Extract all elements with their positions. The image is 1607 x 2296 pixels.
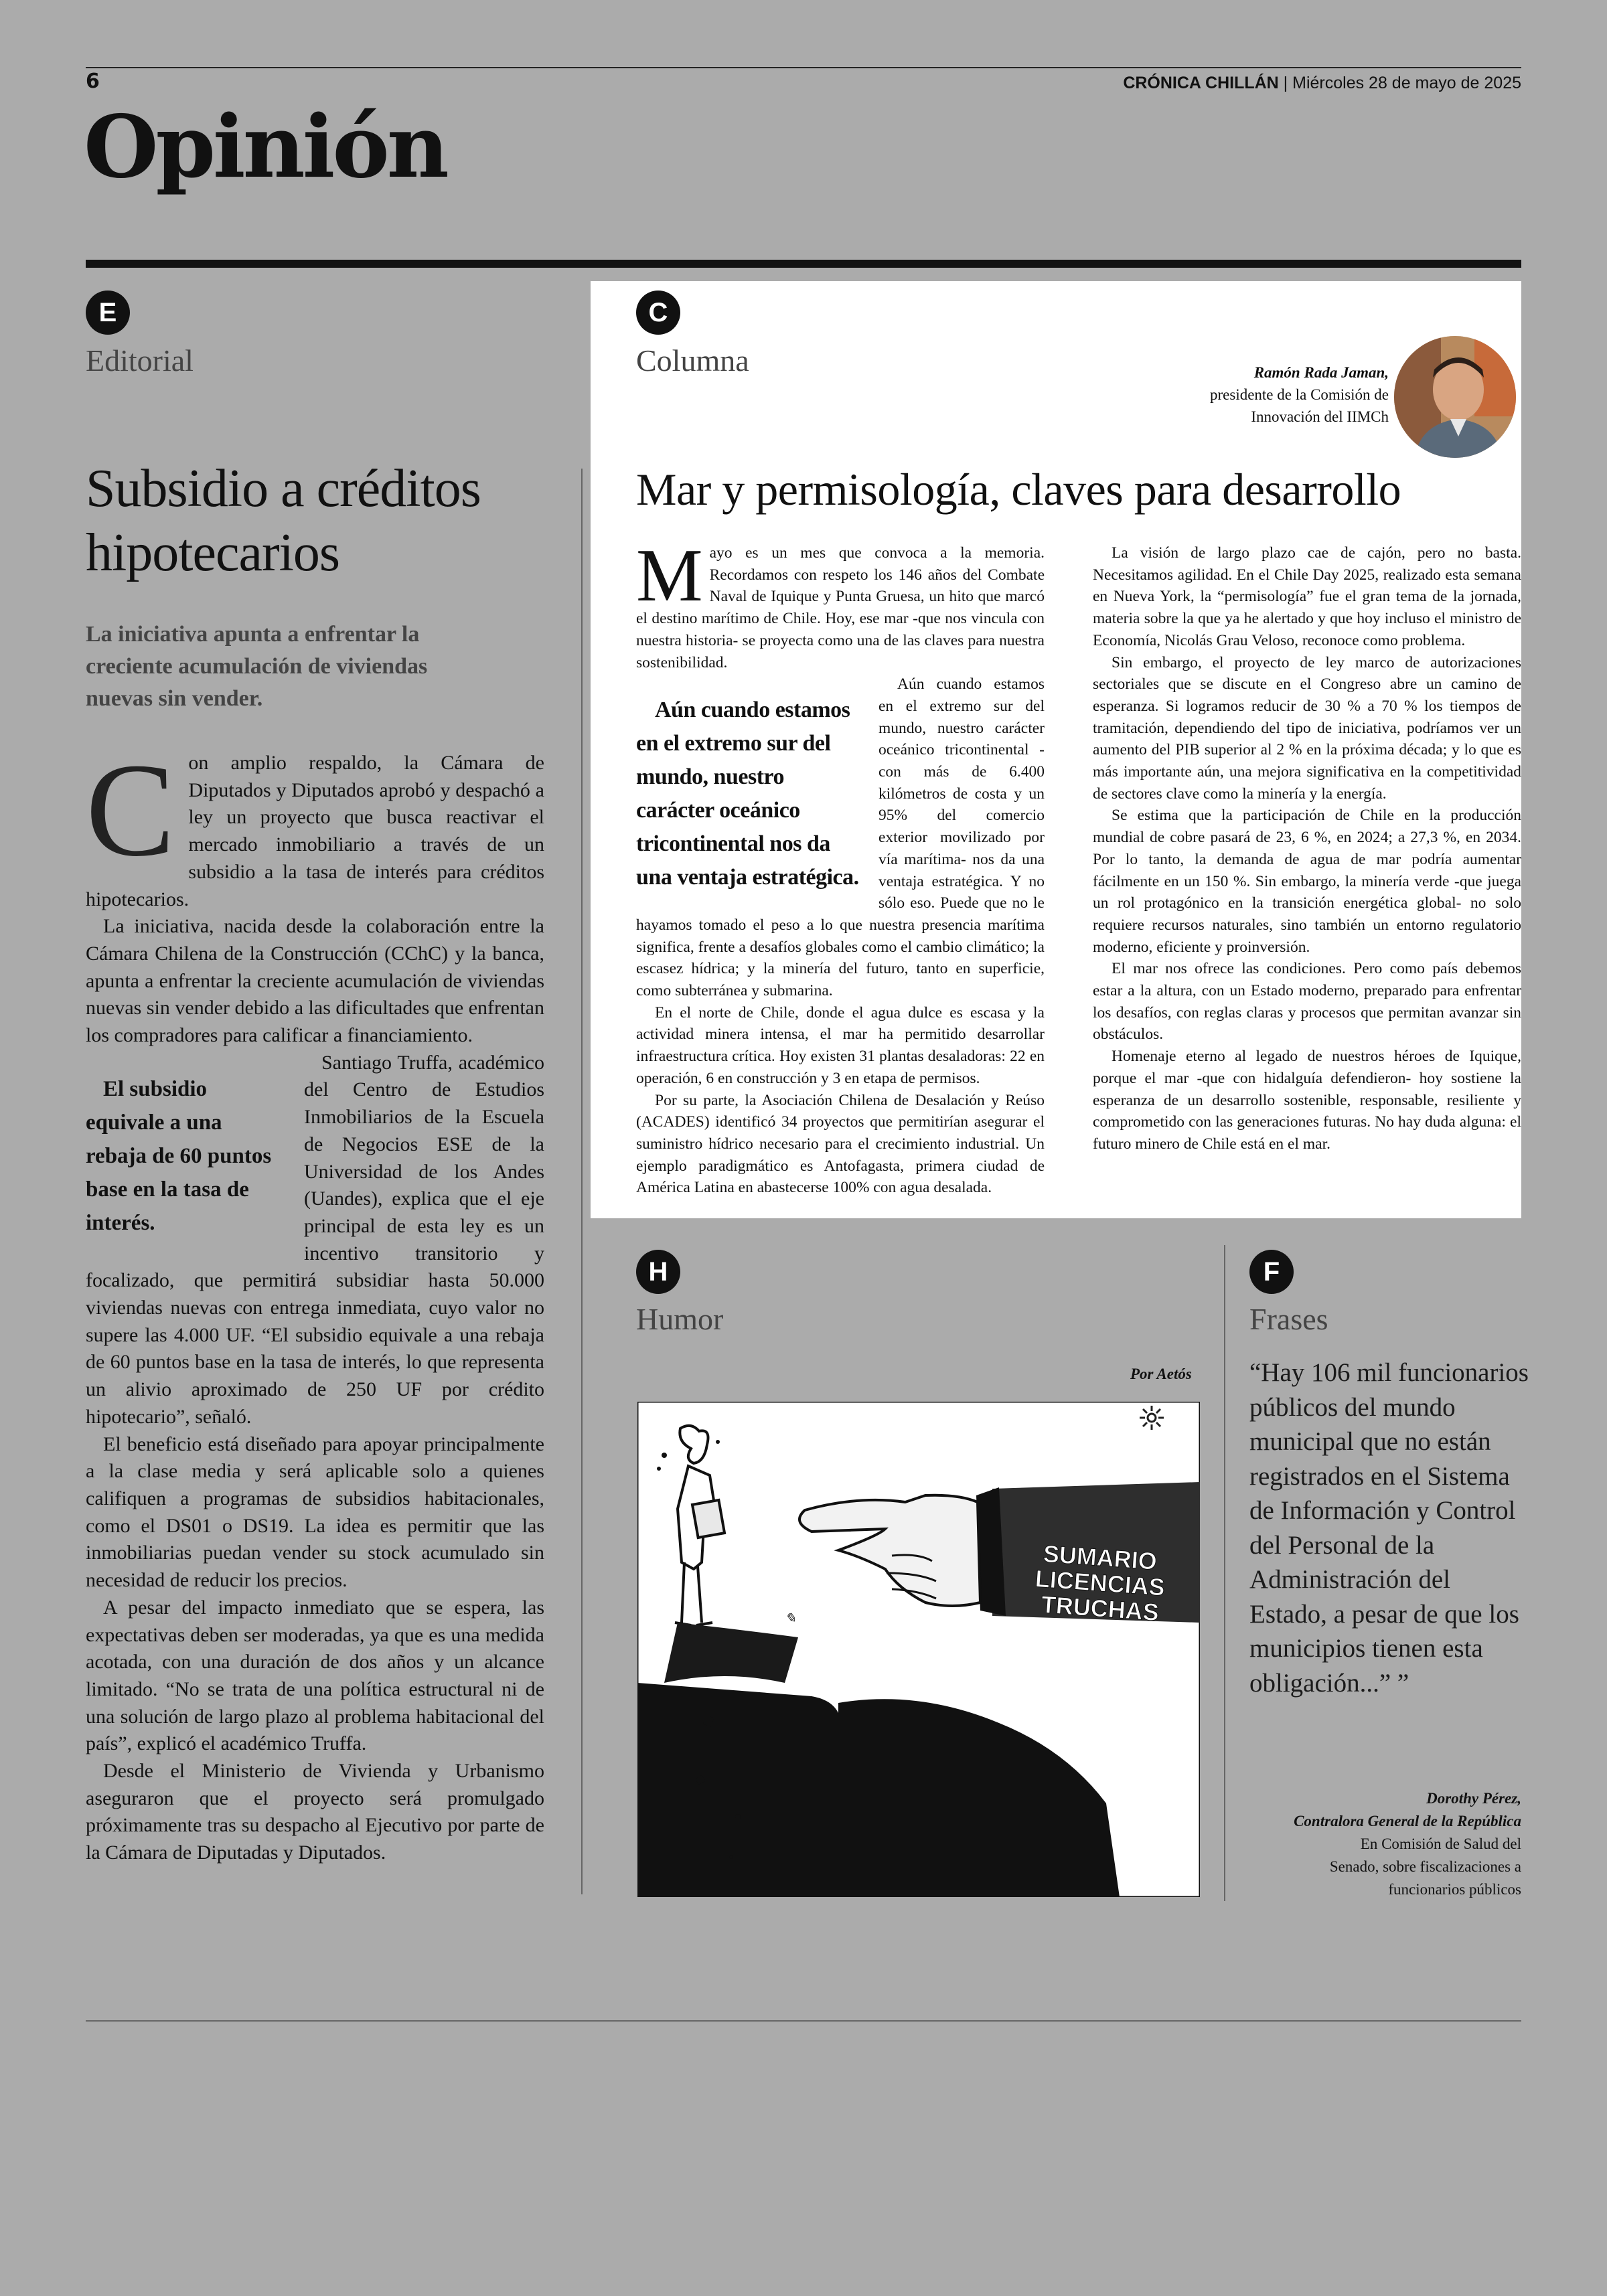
column-body-right bbox=[1093, 542, 1521, 1155]
column-label: Columna bbox=[636, 343, 749, 378]
editorial-headline: Subsidio a créditos hipotecarios bbox=[86, 459, 481, 582]
author-role: presidente de la Comisión de bbox=[1210, 386, 1389, 403]
cartoon-text: TRUCHAS bbox=[1040, 1590, 1160, 1627]
svg-text:✎: ✎ bbox=[785, 1611, 796, 1626]
editorial-paragraph: A pesar del impacto inmediato que se espera, las expectativas deben ser moderadas, ya que es una medida acotada, con una duración de dos años y un alcance limitado. “No se trata de una política estructural ni de una solución de largo plazo al problema habitacional del país”, explicó el académico Truffa. bbox=[86, 1596, 544, 1755]
quote-attribution bbox=[1294, 1787, 1521, 1901]
top-rule bbox=[86, 67, 1521, 68]
frases-label: Frases bbox=[1249, 1302, 1328, 1336]
column-paragraph: Homenaje eterno al legado de nuestros héroes de Iquique, porque el mar -que con hidalguía defendieron- hoy sostiene la esperanza de un desarrollo sostenible, responsable, resiliente y comprometido con las generaciones futuras. No hay duda alguna: el futuro minero de Chile está en el mar. bbox=[1093, 1048, 1521, 1153]
column-pullquote: Aún cuando estamos en el extremo sur del mundo, nuestro carácter oceánico tricontinental nos da una ventaja estratégica. bbox=[636, 698, 859, 890]
author-name: Ramón Rada Jaman, bbox=[1253, 364, 1389, 381]
column-paragraph: La visión de largo plazo cae de cajón, pero no basta. Necesitamos agilidad. En el Chile Day 2025, realizado esta semana en Nueva York, la “permisología” fue el gran tema de la jornada, materia sobre la que ya he alertado y que hoy incluso el ministro de Economía, Nicolás Grau Veloso, reconoce como problema. bbox=[1093, 544, 1521, 649]
editorial-body bbox=[86, 736, 544, 1867]
editorial-dropcap: C bbox=[86, 736, 175, 884]
editorial-dek: La iniciativa apunta a enfrentar la creciente acumulación de viviendas nuevas sin vender. bbox=[86, 622, 428, 711]
publication-date: Miércoles 28 de mayo de 2025 bbox=[1292, 74, 1521, 92]
column-marker: C bbox=[636, 291, 680, 335]
humor-label: Humor bbox=[636, 1302, 724, 1336]
column-body-left bbox=[636, 534, 1045, 1199]
column-divider bbox=[581, 469, 583, 1894]
author-role: Innovación del IIMCh bbox=[1251, 408, 1389, 425]
column-paragraph: Aún cuando estamos en el extremo sur del mundo, nuestro carácter oceánico tricontinental nos da una ventaja estratégica. Aún cuando estamos en el extremo sur del mundo, nuestro carácter oceánico tricontinental -con más de 6.400 kilómetros de costa y un 95% del comercio exterior movilizado por vía marítima- nos da una ventaja estratégica. Y no sólo eso. Puede que no le hayamos tomado el peso a lo que nuestra presencia marítima significa, frente a desafíos globales como el cambio climático; la escasez hídrica; y la minería del futuro, tanto en superficie, como subterránea y submarina. bbox=[636, 675, 1045, 1000]
quote-author-role: Contralora General de la República bbox=[1294, 1813, 1521, 1829]
page-number: 6 bbox=[86, 70, 100, 93]
section-rule bbox=[86, 260, 1521, 268]
editorial-label: Editorial bbox=[86, 343, 194, 378]
cartoon-text: SUMARIO bbox=[1042, 1540, 1158, 1575]
editorial-marker: E bbox=[86, 291, 130, 335]
column-paragraph: Mayo es un mes que convoca a la memoria. Recordamos con respeto los 146 años del Combate Naval de Iquique y Punta Gruesa, un hito que marcó el destino marítimo de Chile. Hoy, ese mar -que nos vincula con nuestra historia- se proyecta como una de las claves para nuestra sostenibilidad. bbox=[636, 534, 1045, 671]
column-paragraph: En el norte de Chile, donde el agua dulce es escasa y la actividad minera intensa, el mar ha permitido desarrollar infraestructura crítica. Hoy existen 31 plantas desaladoras: 22 en operación, 6 en construcción y 3 en etapa de permisos. bbox=[636, 1003, 1045, 1087]
column-dropcap: M bbox=[636, 534, 703, 617]
editorial-paragraph: La iniciativa, nacida desde la colaboración entre la Cámara Chilena de la Construcción (CChC) y la banca, apunta a enfrentar la creciente acumulación de viviendas nuevas sin vender debido a las dificultades que enfrentan los compradores para calificar a financiamiento. bbox=[86, 915, 544, 1047]
quote-author: Dorothy Pérez, bbox=[1426, 1790, 1521, 1807]
column-divider bbox=[1224, 1245, 1225, 1901]
humor-byline: Por Aetós bbox=[1130, 1366, 1192, 1382]
editorial-paragraph: El subsidio equivale a una rebaja de 60 puntos base en la tasa de interés. Santiago Truffa, académico del Centro de Estudios Inmobiliarios de la Escuela de Negocios ESE de la Universidad de los Andes (Uandes), explica que el eje principal de esta ley es un incentivo transitorio y focalizado, que permitirá subsidiar hasta 50.000 viviendas nuevas con entrega inmediata, cuyo valor no supere las 4.000 UF. “El subsidio equivale a una rebaja de 60 puntos base en la tasa de interés, lo que representa un alivio aproximado de 250 UF por crédito hipotecario”, señaló. bbox=[86, 1051, 544, 1428]
separator: | bbox=[1283, 74, 1288, 92]
quote-context: Senado, sobre fiscalizaciones a bbox=[1329, 1858, 1521, 1875]
frases-quote: “Hay 106 mil funcionarios públicos del mundo municipal que no están registrados en el Sistema de Información y Control del Personal de la Administración del Estado, a pesar de que los municipios tienen esta obligación...” ” bbox=[1249, 1358, 1529, 1698]
publication-name: CRÓNICA CHILLÁN bbox=[1123, 74, 1279, 92]
cartoon-text: LICENCIAS bbox=[1034, 1564, 1166, 1601]
section-title: Opinión bbox=[84, 97, 447, 197]
author-block bbox=[1210, 361, 1389, 428]
humor-marker: H bbox=[636, 1250, 680, 1294]
editorial-paragraph: Desde el Ministerio de Vivienda y Urbanismo aseguraron que el proyecto será promulgado próximamente tras su despacho al Ejecutivo por parte de la Cámara de Diputadas y Diputados. bbox=[86, 1760, 544, 1864]
frases-marker: F bbox=[1249, 1250, 1294, 1294]
editorial-pullquote: El subsidio equivale a una rebaja de 60 puntos base en la tasa de interés. bbox=[86, 1076, 272, 1235]
author-photo bbox=[1394, 336, 1516, 458]
publication-line bbox=[1123, 74, 1521, 93]
editorial-paragraph: Con amplio respaldo, la Cámara de Diputados y Diputados aprobó y despachó a ley un proyecto que busca reactivar el mercado inmobiliario a través de un subsidio a la tasa de interés para créditos hipotecarios. bbox=[86, 736, 544, 910]
column-paragraph: Se estima que la participación de Chile en la producción mundial de cobre pasará de 23, 6 %, en 2024; a 27,3 %, en 2034. Por lo tanto, la demanda de agua de mar podría aumentar fácilmente en un 150 %. Sin embargo, la minería verde -que juega un rol protagónico en la transición energética global- no solo requiere recursos naturales, sino también un entorno regulatorio moderno, eficiente y proinversión. bbox=[1093, 807, 1521, 956]
humor-cartoon bbox=[637, 1402, 1200, 1897]
editorial-paragraph: El beneficio está diseñado para apoyar principalmente a la clase media y será aplicable solo a quienes califiquen a programas de subsidios habitacionales, como el DS01 o DS19. La idea es permitir que las inmobiliarias puedan vender su stock acumulado sin necesidad de reducir los precios. bbox=[86, 1432, 544, 1592]
column-paragraph: Sin embargo, el proyecto de ley marco de autorizaciones sectoriales que se discute en el Congreso abre un camino de esperanza. Si logramos reducir de 30 % a 70 % los tiempos de tramitación, dependiendo del tipo de iniciativa, podríamos ver un aumento del PIB superior al 2 % en la próxima década; y lo que es más importante aún, una mejora significativa en la competitividad de sectores clave como la minería y la energía. bbox=[1093, 653, 1521, 803]
column-headline: Mar y permisología, claves para desarrollo bbox=[636, 464, 1401, 515]
quote-context: En Comisión de Salud del bbox=[1360, 1835, 1521, 1852]
quote-context: funcionarios públicos bbox=[1388, 1881, 1521, 1898]
bottom-rule bbox=[86, 2020, 1521, 2022]
column-paragraph: El mar nos ofrece las condiciones. Pero como país debemos estar a la altura, con un Estado moderno, preparado para enfrentar los desafíos, con reglas claras y procesos que permitan avanzar sin obstáculos. bbox=[1093, 960, 1521, 1044]
column-paragraph: Por su parte, la Asociación Chilena de Desalación y Reúso (ACADES) identificó 34 proyectos que permitirían asegurar el suministro hídrico necesario para el crecimiento industrial. Un ejemplo paradigmático es Antofagasta, primera ciudad de América Latina en abastecerse 100% con agua desalada. bbox=[636, 1091, 1045, 1197]
